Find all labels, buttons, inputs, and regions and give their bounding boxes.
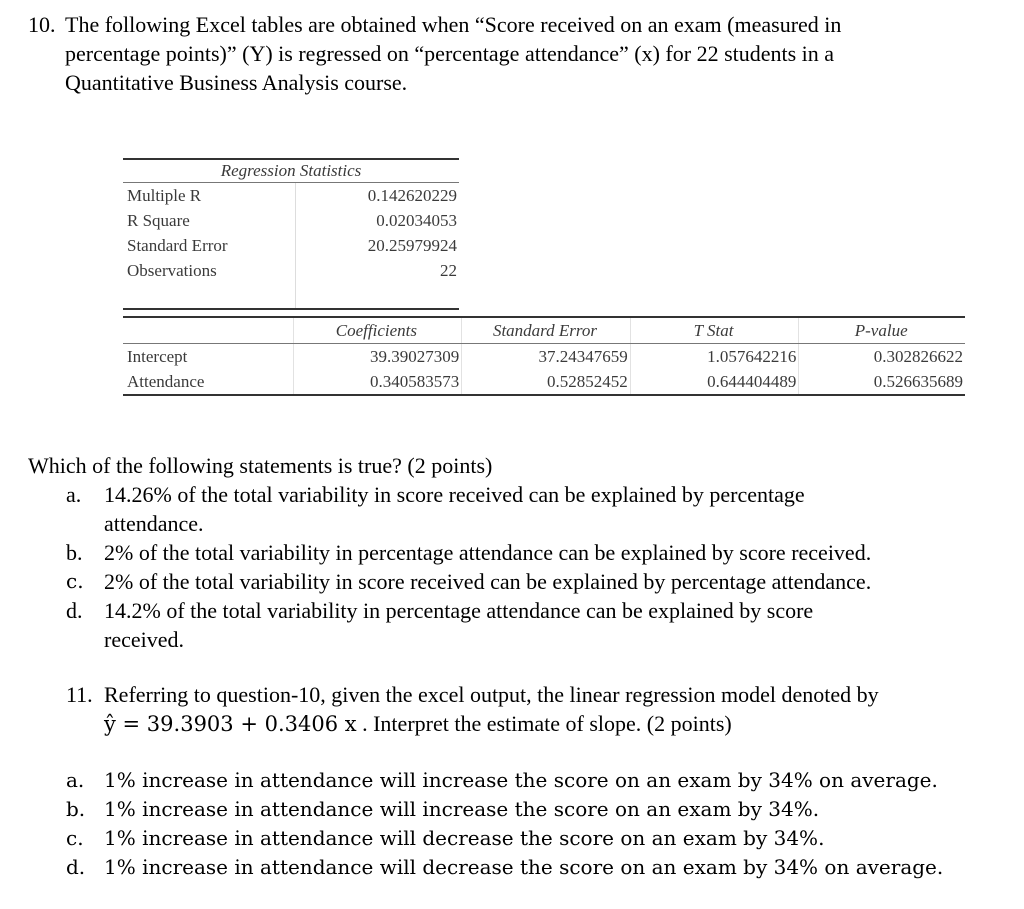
stat-label: R Square [123,208,296,233]
question-11-options [66,766,996,882]
table-cell: 39.39027309 [294,344,463,369]
option-b[interactable] [66,538,996,567]
table-cell: 0.526635689 [873,372,963,391]
table-row [123,183,459,208]
option-text: 1% increase in attendance will decrease the score on an exam by 34% on average. [104,855,944,879]
option-letter: c. [66,569,84,593]
coefficients-table [123,316,965,396]
stat-value: 20.25979924 [367,236,457,255]
option-c[interactable] [66,824,996,853]
regression-statistics-table [123,158,459,310]
table-cell: 0.302826622 [873,347,963,366]
option-letter: d. [66,855,86,879]
header-cell: T Stat [631,318,800,343]
question-11-line-2-tail: . Interpret the estimate of slope. (2 points) [362,711,732,736]
question-11-line-2 [104,709,1006,739]
option-letter: c. [66,826,84,850]
table-cell: Intercept [123,344,294,369]
option-a[interactable] [66,480,996,538]
table-cell: 0.644404489 [631,369,800,394]
option-text: 1% increase in attendance will decrease the score on an exam by 34%. [104,826,825,850]
question-10-prompt: Which of the following statements is true? (2 points) [28,453,493,478]
option-text: 1% increase in attendance will increase the score on an exam by 34% on average. [104,768,938,792]
table-row [123,344,965,369]
option-text-line: 2% of the total variability in score received can be explained by percentage attendance. [104,569,872,594]
question-11-number: 11. [66,682,93,707]
table-row [123,258,459,283]
stat-label: Standard Error [123,233,296,258]
stat-label: Observations [123,258,296,283]
stat-value: 0.142620229 [367,186,457,205]
table-cell: Attendance [123,369,294,394]
option-text-line: 2% of the total variability in percentage attendance can be explained by score received. [104,540,872,565]
option-d[interactable] [66,853,996,882]
spacer-cell [296,283,459,308]
table-row-spacer [123,283,459,310]
question-10-line-3: Quantitative Business Analysis course. [65,70,408,95]
option-b[interactable] [66,795,996,824]
table-cell: 1.057642216 [631,344,800,369]
table-cell: 0.340583573 [294,369,463,394]
option-letter: a. [66,482,82,507]
table-cell: 0.52852452 [462,369,631,394]
header-cell: Coefficients [294,318,463,343]
question-10 [28,10,988,97]
question-10-number: 10. [28,12,56,37]
table-header-row [123,318,965,344]
question-11-line-1: Referring to question-10, given the excel output, the linear regression model denoted by [104,682,879,707]
option-d[interactable] [66,596,996,654]
table-row [123,208,459,233]
header-cell [123,318,294,343]
regression-statistics-title: Regression Statistics [123,158,459,183]
question-11-text [66,680,1006,739]
question-11 [66,680,1006,739]
stat-label: Multiple R [123,183,296,208]
table-row [123,369,965,396]
option-c[interactable] [66,567,996,596]
option-text-line: attendance. [104,511,204,536]
table-row [123,233,459,258]
option-text-line: 14.2% of the total variability in percentage attendance can be explained by score [104,598,814,623]
option-letter: d. [66,598,83,623]
stat-value: 22 [440,261,457,280]
question-10-line-1: The following Excel tables are obtained when “Score received on an exam (measured in [65,12,842,37]
regression-equation: ŷ = 39.3903 + 0.3406 x [104,712,357,736]
stat-value: 0.02034053 [376,211,457,230]
option-letter: b. [66,540,83,565]
header-cell: Standard Error [462,318,631,343]
table-cell: 37.24347659 [462,344,631,369]
question-10-line-2: percentage points)” (Y) is regressed on “percentage attendance” (x) for 22 students in a [65,41,835,66]
option-text: 1% increase in attendance will increase the score on an exam by 34%. [104,797,820,821]
option-letter: a. [66,768,85,792]
option-letter: b. [66,797,86,821]
question-10-options [66,480,996,654]
question-10-text [28,10,988,97]
header-cell: P-value [854,321,908,340]
option-text-line: 14.26% of the total variability in score received can be explained by percentage [104,482,805,507]
option-text-line: received. [104,627,184,652]
spacer-cell [123,283,296,308]
option-a[interactable] [66,766,996,795]
